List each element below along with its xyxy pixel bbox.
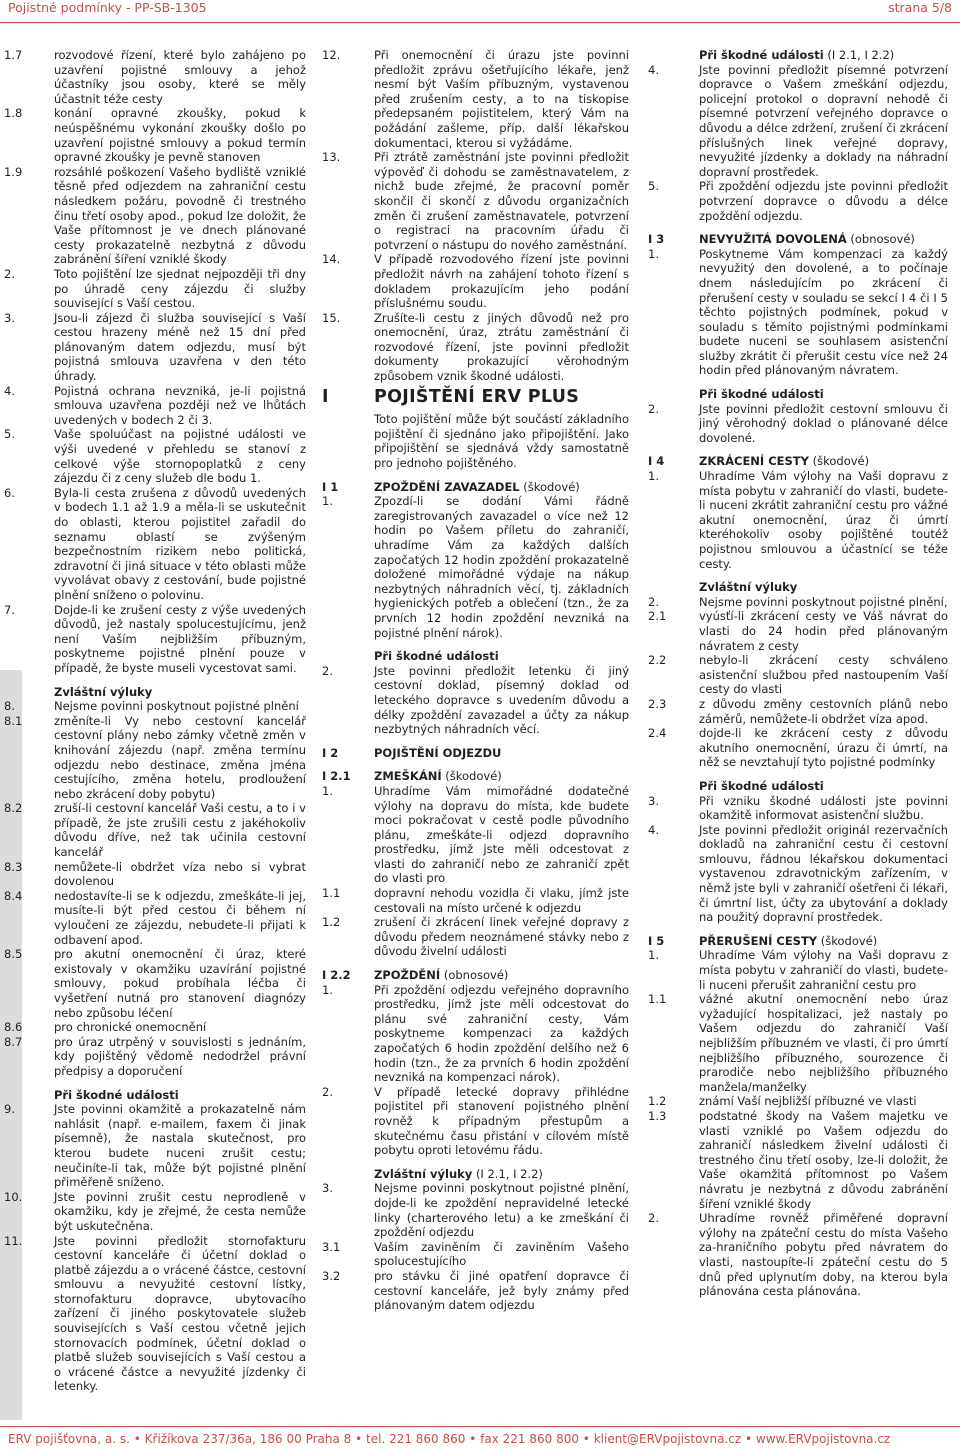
- list-item: [648, 823, 948, 925]
- item-number: 2.1: [648, 609, 667, 624]
- item-number: 1.2: [648, 1094, 667, 1109]
- spacer: [648, 770, 948, 779]
- list-item: [4, 714, 306, 802]
- section-subheading-title: ZKRÁCENÍ CESTY: [699, 454, 809, 469]
- footer-website[interactable]: www.ERVpojistovna.cz: [755, 1432, 891, 1446]
- subheading-text: [54, 1088, 306, 1103]
- list-item: [322, 983, 629, 1085]
- section-subheading: [322, 769, 629, 784]
- section-subheading-type: (škodové): [445, 769, 502, 784]
- section-number: I 3: [648, 232, 665, 247]
- section-subheading-type: (škodové): [820, 933, 878, 948]
- spacer: [322, 1158, 629, 1167]
- footer-email[interactable]: klient@ERVpojistovna.cz: [593, 1432, 742, 1446]
- item-number: 11.: [4, 1233, 23, 1248]
- list-item: [322, 1269, 629, 1313]
- item-number: 8.: [4, 699, 15, 714]
- item-number: 5.: [648, 179, 659, 194]
- list-item: [322, 664, 629, 737]
- section-subheading-text: [374, 968, 629, 983]
- page-number: strana 5/8: [888, 0, 952, 15]
- list-item: [4, 106, 306, 164]
- list-item: [4, 860, 306, 889]
- item-number: 1.2: [322, 915, 341, 930]
- spacer: [648, 925, 948, 934]
- list-item: [4, 889, 306, 947]
- spacer: [322, 640, 629, 649]
- item-number: 8.5: [4, 947, 23, 962]
- subheading-title: Při škodné události: [699, 48, 824, 62]
- item-number: 1.: [648, 246, 659, 261]
- item-text: pro úraz utrpěný v souvislosti s jednáním, kdy pojištěný vědomě nedodržel právní předpisy a doporučení: [54, 1034, 306, 1078]
- list-item: [322, 150, 629, 252]
- item-number: 2.4: [648, 726, 667, 741]
- list-item: [648, 697, 948, 726]
- list-item: [322, 886, 629, 915]
- section-subheading-title: POJIŠTĚNÍ ODJEZDU: [374, 745, 502, 760]
- item-text: Uhradíme Vám mimořádné dodatečné výlohy na dopravu do místa, kde budete moci pokračovat v cestě podle původního plánu, zmeškáte-li odjezd dopravního prostředku, jímž jste měli odcestovat z vlasti do zahraničí nebo ze zahraničí zpět do vlasti pro: [374, 783, 629, 886]
- item-text: nebylo-li zkrácení cesty schváleno asistenční službou před nastoupením Vaší cesty do vlasti: [699, 653, 948, 697]
- subheading-title: Při škodné události: [699, 387, 824, 402]
- list-item: [4, 1020, 306, 1035]
- item-text: Nejsme povinni poskytnout pojistné plnění,: [699, 594, 948, 609]
- item-text: Uhradíme Vám výlohy na Vaši dopravu z místa pobytu v zahraničí do vlasti, budete-li nuceni zkrátit zahraniční cestu pro vážné akutní onemocnění, úraz či úmrtí kteréhokoliv osoby pojištěné toutéž pojistnou smlouvou a účastnící se téže cesty.: [699, 469, 948, 571]
- item-text: Jste povinni okamžitě a prokazatelně nám nahlásit (např. e-mailem, faxem či jinak písemně), že nastala skutečnost, pro kterou budete nuceni zrušit cestu; neučiníte-li tak, může být pojistné plnění přiměřeně sníženo.: [54, 1102, 306, 1190]
- list-item: [648, 595, 948, 610]
- item-number: 1.: [648, 948, 659, 963]
- item-number: 2.: [4, 266, 15, 281]
- item-text: konání opravné zkoušky, pokud k neúspěšnému vykonání zkoušky došlo po uzavření pojistné smlouvy a pokud termín opravné zkoušky je pevně stanoven: [54, 106, 306, 165]
- item-text: Jste povinni předložit letenku či jiný cestovní doklad, písemný doklad od leteckého dopravce s uvedením důvodu a délky zpoždění zavazadel a účty za nákup nezbytných náhradních věcí.: [374, 663, 629, 737]
- item-number: 3.: [648, 793, 659, 808]
- list-item: [4, 384, 306, 428]
- subheading-text: [54, 685, 306, 700]
- section-subheading-type: (obnosové): [850, 232, 915, 247]
- list-item: [648, 992, 948, 1094]
- subheading-scope: (I 2.1, I 2.2): [827, 48, 895, 62]
- footer-separator: •: [741, 1432, 756, 1446]
- footer-fax: fax 221 860 800: [480, 1432, 579, 1446]
- item-text: Toto pojištění může být součástí základního pojištění či sjednáno jako připojištění. Jako připojištění se sjednává vždy samostatně pro jednoho pojištěného.: [374, 412, 629, 471]
- list-item: [4, 1102, 306, 1190]
- section-number: I 2.2: [322, 968, 351, 983]
- item-number: 2.: [648, 1211, 659, 1226]
- page-footer: [8, 1432, 952, 1446]
- list-item: [4, 267, 306, 311]
- subheading: [322, 649, 629, 664]
- item-text: nemůžete-li obdržet víza nebo si vybrat dovolenou: [54, 859, 306, 889]
- column-right: [648, 48, 948, 1299]
- section-number: I 2.1: [322, 769, 351, 784]
- section-subheading-title: ZPOŽDĚNÍ: [374, 968, 441, 983]
- item-text: rozvodové řízení, které bylo zahájeno po uzavření pojistné smlouvy a jehož účastníky jsou osoby, které se měly účastnit téže cesty: [54, 48, 306, 106]
- list-item: [322, 311, 629, 384]
- subheading-title: Při škodné události: [54, 1087, 179, 1102]
- item-text: Uhradíme Vám výlohy na Vaši dopravu z místa pobytu v zahraničí do vlasti, budete-li nuceni přerušit zahraniční cestu pro: [699, 948, 948, 992]
- item-text: Jsou-li zájezd či služba související s Vaší cestou hrazeny méně než 15 dní před plánovaným datem odjezdu, musí být pojistná smlouva uzavřena v den této úhrady.: [54, 310, 306, 384]
- item-number: 1.: [322, 982, 333, 997]
- spacer: [648, 378, 948, 387]
- item-text: dojde-li ke zkrácení cesty z důvodu akutního onemocnění, úrazu či úmrtí, na něž se nevztahují tyto pojistné podmínky: [699, 726, 948, 770]
- list-item: [4, 48, 306, 106]
- item-text: známí Vaší nejbližší příbuzné ve vlasti: [699, 1094, 917, 1109]
- subheading-text: [699, 387, 948, 402]
- list-item: [4, 699, 306, 714]
- item-number: 2.2: [648, 653, 667, 668]
- item-number: 1.9: [4, 164, 23, 179]
- section-subheading-type: (škodové): [523, 479, 580, 494]
- subheading: [4, 1088, 306, 1103]
- section-subheading-title: ZMEŠKÁNÍ: [374, 769, 442, 784]
- section-subheading: [322, 480, 629, 495]
- item-number: 14.: [322, 252, 341, 267]
- item-number: 10.: [4, 1189, 23, 1204]
- item-text: Pojistná ochrana nevzniká, je-li pojistná smlouva uzavřena později než ve lhůtách uvedených v bodech 2 či 3.: [54, 383, 306, 427]
- list-item: [4, 947, 306, 1020]
- item-number: 1.3: [648, 1108, 667, 1123]
- item-number: 8.7: [4, 1034, 23, 1049]
- spacer: [648, 571, 948, 580]
- item-number: 2.: [648, 594, 659, 609]
- item-number: 3.: [322, 1181, 333, 1196]
- item-text: Vaším zaviněním či zaviněním Vašeho spolucestujícího: [374, 1239, 629, 1269]
- item-text: Při zpoždění odjezdu veřejného dopravního prostředku, jímž jste měli odcestovat do plánu své zahraniční cesty, Vám poskytneme kompenzaci za každých započatých 6 hodin zpoždění delšího než 6 hodin (tzn., že za prvních 6 hodin zpoždění nevzniká na kompenzaci nárok).: [374, 982, 629, 1085]
- subheading-title: Zvláštní výluky: [54, 684, 153, 699]
- subheading-text: [699, 580, 948, 595]
- item-text: Při vzniku škodné události jste povinni okamžitě informovat asistenční službu.: [699, 793, 948, 823]
- section-number: I 2: [322, 745, 339, 760]
- section-subheading-text: [374, 769, 629, 784]
- section-subheading-text: [374, 480, 629, 495]
- footer-company: ERV pojišťovna, a. s.: [8, 1432, 130, 1446]
- spacer: [322, 760, 629, 769]
- spacer: [322, 737, 629, 746]
- item-text: Jste povinni předložit originál rezervačních dokladů na zahraniční cestu či cestovní smlouvu, řádnou lékařskou dokumentaci vystavenou zdravotnickým zařízením, v němž jste byli v zahraničí ošetřeni či lékaři, či úmrtní list, účty za ubytování a doklady na použitý dopravní prostředek.: [699, 822, 948, 925]
- item-number: 3.: [4, 310, 15, 325]
- item-text: Při zpoždění odjezdu jste povinni předložit potvrzení dopravce o důvodu a délce zpoždění odjezdu.: [699, 179, 948, 223]
- list-item: [322, 1181, 629, 1239]
- item-text: Nejsme povinni poskytnout pojistné plnění: [54, 699, 299, 714]
- list-item: [648, 948, 948, 992]
- item-number: 5.: [4, 427, 15, 442]
- footer-separator: •: [465, 1432, 481, 1446]
- list-item: [648, 726, 948, 770]
- footer-divider: [0, 1426, 960, 1427]
- column-middle: [322, 48, 629, 1313]
- subheading: [648, 48, 948, 63]
- item-number: 3.1: [322, 1239, 341, 1254]
- section-subheading: [648, 232, 948, 247]
- subheading-scope: (I 2.1, I 2.2): [475, 1166, 543, 1181]
- list-item: [4, 801, 306, 859]
- subheading-title: Při škodné události: [699, 778, 824, 793]
- spacer: [322, 471, 629, 480]
- list-item: [4, 1035, 306, 1079]
- subheading: [322, 1167, 629, 1182]
- list-item: [322, 1085, 629, 1158]
- item-text: rozsáhlé poškození Vašeho bydliště vzniklé těsně před odjezdem na zahraniční cestu následkem požáru, povodně či trestného činu třetí osoby apod., pokud lze doložit, že Vaše přítomnost je ve dnech plánované cesty prokazatelně nezbytná z důvodu zabránění šíření vzniklé škody: [54, 164, 306, 267]
- footer-separator: •: [351, 1432, 367, 1446]
- item-number: 1.: [322, 494, 333, 509]
- list-item: [4, 1190, 306, 1234]
- footer-address: Křižíkova 237/36a, 186 00 Praha 8: [144, 1432, 352, 1446]
- list-item: [648, 794, 948, 823]
- subheading: [648, 580, 948, 595]
- section-subheading-type: (obnosové): [443, 968, 509, 983]
- section-subheading: [322, 968, 629, 983]
- list-item: [648, 1211, 948, 1299]
- list-item: [648, 247, 948, 378]
- section-subheading-type: (škodové): [812, 454, 870, 469]
- section-subheading-text: [374, 746, 629, 761]
- list-item: [4, 311, 306, 384]
- item-number: 2.3: [648, 696, 667, 711]
- list-item: [4, 603, 306, 676]
- section-subheading: [648, 454, 948, 469]
- subheading-title: Zvláštní výluky: [699, 580, 798, 595]
- item-number: 2.: [322, 1084, 333, 1099]
- item-text: vyúsťí-li zkrácení cesty ve Váš návrat do vlasti do 24 hodin před plánovaným návratem z cesty: [699, 609, 948, 653]
- list-item: [322, 915, 629, 959]
- list-item: [648, 179, 948, 223]
- item-text: V případě letecké dopravy přihlédne pojistitel při stanovení pojistného plnění rovněž k případným přestupům a skutečnému času přistání v cílovém místě pobytu oproti letovému řádu.: [374, 1084, 629, 1158]
- item-number: 9.: [4, 1102, 15, 1117]
- item-number: 8.1: [4, 713, 23, 728]
- subheading-text: [374, 649, 629, 664]
- section-number: I: [322, 386, 329, 407]
- item-text: Při ztrátě zaměstnání jste povinni předložit výpověď či dohodu se zaměstnavatelem, z nichž bude zřejmé, že pracovní poměr skončil či skončí z důvodu organizačních změn či zrušení zaměstnavatele, potvrzení o registraci na pracovním úřadu či potvrzení o nástupu do nového zaměstnání.: [374, 150, 629, 252]
- item-number: 4.: [648, 822, 659, 837]
- page-header: [8, 0, 952, 18]
- subheading-text: [699, 48, 948, 63]
- list-item: [322, 784, 629, 886]
- section-subheading: [322, 746, 629, 761]
- item-text: z důvodu změny cestovních plánů nebo záměrů, nemůžete-li obdržet víza apod.: [699, 696, 948, 726]
- item-number: 7.: [4, 602, 15, 617]
- item-text: Poskytneme Vám kompenzaci za každý nevyužitý den dovolené, a to počínaje dnem následujícím po zkrácení či přerušení cesty v souladu se sekcí I 4 či I 5 těchto pojistných podmínek, pokud v souladu s těmito pojistnými podmínkami budete nuceni se souhlasem asistenční služby zkrátit či přerušit cestu více než 24 hodin před plánovaným návratem.: [699, 246, 948, 378]
- item-text: Nejsme povinni poskytnout pojistné plnění, dojde-li ke zpoždění nepravidelné letecké linky (charterového letu) a ke zmeškání či zpoždění odjezdu: [374, 1181, 629, 1240]
- item-number: 13.: [322, 150, 341, 165]
- item-number: 4.: [648, 62, 659, 77]
- subheading: [648, 387, 948, 402]
- item-text: pro stávku či jiné opatření dopravce či cestovní kanceláře, jež byly známy před plánovaným datem odjezdu: [374, 1268, 629, 1313]
- item-number: 8.2: [4, 801, 23, 816]
- item-text: zruší-li cestovní kancelář Vaši cestu, a to i v případě, že jste zrušili cestu z jakéhokoliv důvodu dříve, než tak učinila cestovní kancelář: [54, 801, 306, 860]
- item-text: Zpozdí-li se dodání Vámi řádně zaregistrovaných zavazadel o více než 12 hodin po Vašem příletu do zahraničí, uhradíme Vám za každých dalších započatých 12 hodin zpoždění prokazatelně doložené mimořádné výdaje na nákup nezbytných náhradních věcí, tj. základních hygienických potřeb a oblečení (tzn., že za prvních 12 hodin zpoždění nevzniká na pojistné plnění nárok).: [374, 494, 629, 640]
- section-subheading-text: [699, 232, 948, 247]
- item-text: Uhradíme rovněž přiměřené dopravní výlohy na zpáteční cestu do místa Vašeho za-hraničního pobytu před návratem do vlasti, nastoupíte-li zpáteční cestu do 5 dnů před uplynutím doby, na kterou byla plánována cesta plánována.: [699, 1211, 948, 1299]
- item-text: nedostavíte-li se k odjezdu, zmeškáte-li jej, musíte-li být před cestou či během ní vyloučeni ze zájezdu, nebudete-li přijati k odbavení apod.: [54, 888, 306, 947]
- footer-phone: tel. 221 860 860: [366, 1432, 466, 1446]
- list-item: [648, 402, 948, 446]
- subheading-title: Zvláštní výluky: [374, 1166, 473, 1181]
- list-item: [322, 48, 629, 150]
- list-item: [4, 427, 306, 485]
- section-subheading: [648, 934, 948, 949]
- item-number: 1.: [322, 783, 333, 798]
- item-text: Jste povinni předložit stornofakturu cestovní kanceláře či účetní doklad o platbě zájezdu a o vrácené částce, cestovní smlouvu a nevyužité cestovní lístky, stornofakturu dopravce, ubytovacího zařízení či jiného poskytovatele služeb souvisejících s Vaší cestou včetně jejich stornovacích podmínek, účetní doklad o platbě služeb souvisejících s Vaší cestou a o vrácené částce a nevyužité jízdenky či letenky.: [54, 1233, 306, 1394]
- header-divider: [0, 22, 960, 23]
- item-number: 1.: [648, 469, 659, 484]
- item-number: 3.2: [322, 1268, 341, 1283]
- spacer: [4, 676, 306, 685]
- item-number: 15.: [322, 310, 341, 325]
- item-text: Zrušíte-li cestu z jiných důvodů než pro onemocnění, úraz, ztrátu zaměstnání či rozvodové řízení, jste povinni předložit dokumenty prokazující věrohodným způsobem vznik škodné události.: [374, 310, 629, 384]
- item-number: 8.6: [4, 1020, 23, 1035]
- item-number: 8.4: [4, 888, 23, 903]
- subheading-title: Při škodné události: [374, 649, 499, 664]
- spacer: [322, 959, 629, 968]
- item-text: Vaše spoluúčast na pojistné události ve výši uvedené v přehledu se stanoví z celkové výše stornopoplatků z ceny zájezdu či z ceny služeb dle bodu 1.: [54, 427, 306, 486]
- subheading-text: [374, 1167, 629, 1182]
- list-item: [4, 486, 306, 603]
- item-text: Toto pojištění lze sjednat nejpozději tři dny po úhradě ceny zájezdu či služby související s Vaší cestou.: [54, 266, 306, 311]
- footer-separator: •: [129, 1432, 145, 1446]
- subheading: [648, 779, 948, 794]
- item-number: 8.3: [4, 859, 23, 874]
- list-item: [648, 653, 948, 697]
- item-text: změníte-li Vy nebo cestovní kancelář cestovní plány nebo zámky včetně změn v knihování zájezdu (např. změna termínu odjezdu nebo destinace, změna jména cestujícího, změna hotelu, prodloužení nebo zkrácení doby pobytu): [54, 713, 306, 801]
- item-number: 1.1: [648, 992, 667, 1007]
- item-number: 12.: [322, 48, 341, 62]
- item-number: 2.: [322, 663, 333, 678]
- document-title: Pojistné podmínky - PP-SB-1305: [8, 0, 207, 15]
- list-item: [322, 252, 629, 310]
- item-text: Jste povinni předložit cestovní smlouvu či jiný věrohodný doklad o plánované délce dovolené.: [699, 401, 948, 445]
- item-text: Při onemocnění či úrazu jste povinni předložit zprávu ošetřujícího lékaře, jenž nesmí být Vaším příbuzným, vystavenou před zrušením cesty, a to na tiskopise předepsaném pojistitelem, který Vám na požádání zašleme, příp. další lékařskou dokumentaci, kterou si vyžádáme.: [374, 48, 629, 150]
- item-number: 1.1: [322, 886, 341, 901]
- section-subheading-title: PŘERUŠENÍ CESTY: [699, 933, 818, 948]
- section-number: I 1: [322, 479, 339, 494]
- list-item: [322, 494, 629, 640]
- item-number: 4.: [4, 383, 15, 398]
- list-item: [322, 412, 629, 470]
- item-number: 6.: [4, 485, 15, 500]
- column-left: [4, 48, 306, 1394]
- item-text: Byla-li cesta zrušena z důvodů uvedených v bodech 1.1 až 1.9 a měla-li se uskutečnit do oblasti, kterou pojistitel zařadil do seznamu oblastí se zvýšeným bezpečnostním rizikem nebo politická, zdravotní či jiná situace v této oblasti může vyvolávat obavy z cestování, bude pojistné plnění sníženo o polovinu.: [54, 485, 306, 602]
- item-number: 2.: [648, 401, 659, 416]
- list-item: [648, 1094, 948, 1109]
- section-subheading-title: NEVYUŽITÁ DOVOLENÁ: [699, 232, 847, 247]
- item-text: podstatné škody na Vašem majetku ve vlasti vzniklé po Vašem odjezdu do zahraničí následkem živelní události či trestného činu třetí osoby, lze-li doložit, že Vaše okamžitá přítomnost po Vašem návratu je nezbytná z důvodu zabránění šíření vzniklé škody: [699, 1108, 948, 1211]
- list-item: [4, 165, 306, 267]
- subheading: [4, 685, 306, 700]
- list-item: [648, 1109, 948, 1211]
- list-item: [4, 1234, 306, 1395]
- item-text: Jste povinni zrušit cestu neprodleně v okamžiku, kdy je zřejmé, že cesta nemůže být uskutečněna.: [54, 1189, 306, 1233]
- spacer: [4, 1079, 306, 1088]
- item-text: dopravní nehodu vozidla či vlaku, jímž jste cestovali na místo určené k odjezdu: [374, 886, 629, 915]
- section-subheading-title: ZPOŽDĚNÍ ZAVAZADEL: [374, 479, 520, 494]
- item-text: vážné akutní onemocnění nebo úraz vyžadující hospitalizaci, jež nastaly po Vašem odjezdu do zahraničí Vaší nejbližším příbuzném ve vlasti, či pro úmrtí nejbližšího příbuzného, sourozence či prarodiče nebo nejbližšího příbuzného manžela/manželky: [699, 992, 948, 1094]
- item-text: pro akutní onemocnění či úraz, které existovaly v okamžiku uzavírání pojistné smlouvy, pokud probíhala léčba či vyšetření nutná pro stanovení diagnózy nebo způsobu léčení: [54, 947, 306, 1020]
- list-item: [648, 63, 948, 180]
- section-subheading-text: [699, 934, 948, 949]
- section-title: POJIŠTĚNÍ ERV PLUS: [374, 386, 580, 407]
- list-item: [322, 1240, 629, 1269]
- section-subheading-text: [699, 454, 948, 469]
- item-text: zrušení či zkrácení linek veřejné dopravy z důvodu předem neoznámené stávky nebo z důvodu živelní události: [374, 915, 629, 959]
- list-item: [648, 469, 948, 571]
- item-text: Jste povinni předložit písemné potvrzení dopravce o Vašem zmeškání odjezdu, policejní protokol o dopravní nehodě či písemné potvrzení veřejného dopravce o důvodu a délce zdržení, zrušení či zkrácení příslušných linek veřejné dopravy, nevyužité jízdenky a doklady na náhradní dopravní prostředek.: [699, 62, 948, 179]
- section-number: I 4: [648, 454, 665, 469]
- section-number: I 5: [648, 933, 665, 948]
- subheading-text: [699, 779, 948, 794]
- section-heading: [322, 386, 629, 407]
- item-number: 1.7: [4, 48, 23, 62]
- list-item: [648, 609, 948, 653]
- item-text: Dojde-li ke zrušení cesty z výše uvedených důvodů, jež nastaly spolucestujícímu, jenž není Vaším nejbližším příbuzným, poskytneme pojistné plnění pouze v případě, že byste museli vycestovat sami.: [54, 602, 306, 675]
- item-text: pro chronické onemocnění: [54, 1020, 207, 1035]
- spacer: [648, 223, 948, 232]
- item-number: 1.8: [4, 106, 23, 121]
- item-text: V případě rozvodového řízení jste povinni předložit návrh na zahájení tohoto řízení s dokladem prokazujícím jeho podání příslušnému soudu.: [374, 252, 629, 311]
- footer-separator: •: [578, 1432, 594, 1446]
